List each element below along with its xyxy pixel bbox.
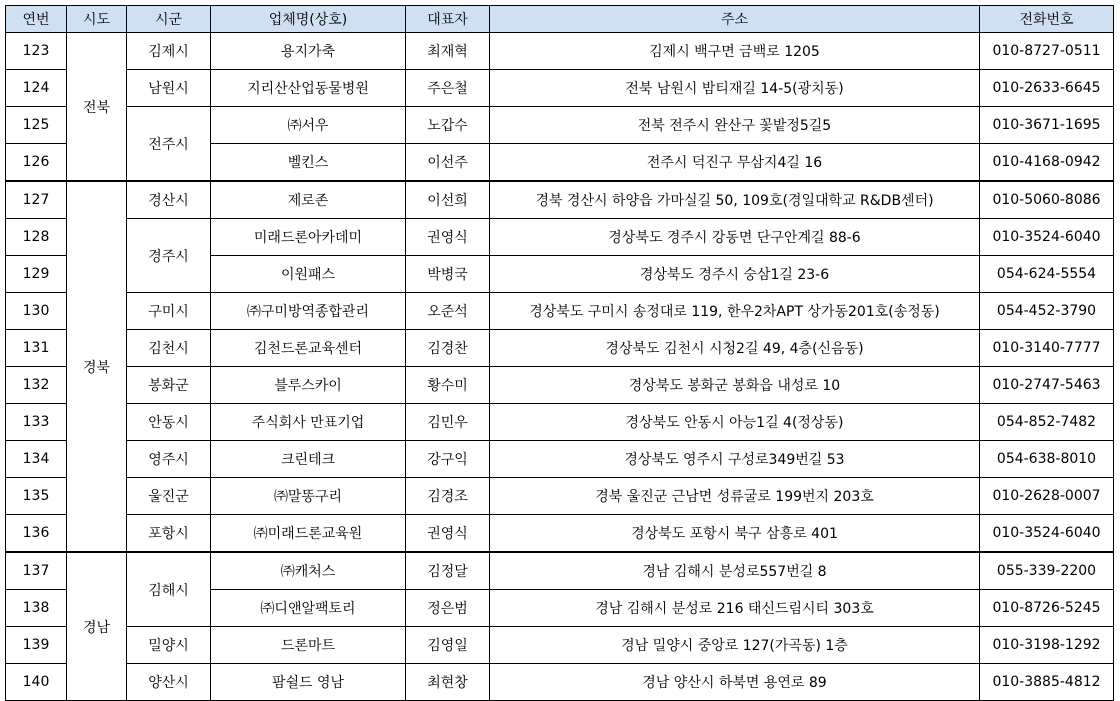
cell-ceo: 김영일: [406, 627, 490, 664]
header-phone: 전화번호: [980, 6, 1114, 33]
cell-phone: 010-3885-4812: [980, 664, 1114, 701]
cell-company-name: ㈜캐처스: [211, 552, 406, 590]
table-row: [6, 404, 1114, 441]
cell-phone: 010-8726-5245: [980, 590, 1114, 627]
cell-sigun: 경주시: [127, 219, 211, 293]
cell-phone: 054-452-3790: [980, 293, 1114, 330]
cell-address: 전북 전주시 완산구 꽃밭정5길5: [490, 107, 980, 144]
cell-no: 123: [6, 33, 67, 70]
table-row: [6, 293, 1114, 330]
table-row: [6, 330, 1114, 367]
cell-sigun: 양산시: [127, 664, 211, 701]
cell-company-name: 벨킨스: [211, 144, 406, 182]
cell-company-name: 지리산산업동물병원: [211, 70, 406, 107]
cell-address: 경상북도 구미시 송정대로 119, 한우2차APT 상가동201호(송정동): [490, 293, 980, 330]
cell-company-name: 크린테크: [211, 441, 406, 478]
cell-ceo: 최현창: [406, 664, 490, 701]
cell-ceo: 김경찬: [406, 330, 490, 367]
cell-phone: 010-4168-0942: [980, 144, 1114, 182]
cell-sigun: 김천시: [127, 330, 211, 367]
cell-no: 125: [6, 107, 67, 144]
table-row: [6, 70, 1114, 107]
header-address: 주소: [490, 6, 980, 33]
cell-company-name: 용지가축: [211, 33, 406, 70]
cell-ceo: 주은철: [406, 70, 490, 107]
cell-no: 131: [6, 330, 67, 367]
cell-no: 132: [6, 367, 67, 404]
table-header-row: [6, 6, 1114, 33]
cell-ceo: 이선주: [406, 144, 490, 182]
table-row: [6, 478, 1114, 515]
cell-address: 경북 경산시 하양읍 가마실길 50, 109호(경일대학교 R&DB센터): [490, 181, 980, 219]
cell-no: 138: [6, 590, 67, 627]
cell-no: 127: [6, 181, 67, 219]
cell-ceo: 김경조: [406, 478, 490, 515]
cell-address: 경상북도 김천시 시청2길 49, 4층(신음동): [490, 330, 980, 367]
cell-sigun: 안동시: [127, 404, 211, 441]
cell-address: 경상북도 경주시 강동면 단구안계길 88-6: [490, 219, 980, 256]
cell-address: 경남 김해시 분성로557번길 8: [490, 552, 980, 590]
table-row: [6, 627, 1114, 664]
cell-address: 경북 울진군 근남면 성류굴로 199번지 203호: [490, 478, 980, 515]
cell-address: 경상북도 봉화군 봉화읍 내성로 10: [490, 367, 980, 404]
header-ceo: 대표자: [406, 6, 490, 33]
cell-ceo: 오준석: [406, 293, 490, 330]
company-table: [5, 5, 1114, 701]
cell-no: 135: [6, 478, 67, 515]
cell-no: 129: [6, 256, 67, 293]
cell-company-name: ㈜구미방역종합관리: [211, 293, 406, 330]
cell-sigun: 전주시: [127, 107, 211, 182]
cell-company-name: 미래드론아카데미: [211, 219, 406, 256]
cell-ceo: 권영식: [406, 515, 490, 553]
table-row: [6, 515, 1114, 553]
cell-address: 경상북도 포항시 북구 삼흥로 401: [490, 515, 980, 553]
cell-phone: 054-638-8010: [980, 441, 1114, 478]
cell-no: 128: [6, 219, 67, 256]
cell-ceo: 강구익: [406, 441, 490, 478]
table-row: [6, 441, 1114, 478]
cell-ceo: 노갑수: [406, 107, 490, 144]
cell-sigun: 포항시: [127, 515, 211, 553]
table-row: [6, 107, 1114, 144]
cell-sido: 경남: [67, 552, 127, 701]
table-row: [6, 552, 1114, 590]
cell-company-name: ㈜말똥구리: [211, 478, 406, 515]
cell-address: 경남 양산시 하북면 용연로 89: [490, 664, 980, 701]
cell-sigun: 김제시: [127, 33, 211, 70]
cell-address: 전주시 덕진구 무삼지4길 16: [490, 144, 980, 182]
cell-company-name: 주식회사 만표기업: [211, 404, 406, 441]
cell-address: 경남 김해시 분성로 216 태신드림시티 303호: [490, 590, 980, 627]
cell-no: 124: [6, 70, 67, 107]
cell-sigun: 구미시: [127, 293, 211, 330]
cell-phone: 010-2628-0007: [980, 478, 1114, 515]
cell-phone: 054-852-7482: [980, 404, 1114, 441]
cell-ceo: 최재혁: [406, 33, 490, 70]
cell-ceo: 김정달: [406, 552, 490, 590]
table-row: [6, 367, 1114, 404]
cell-company-name: 블루스카이: [211, 367, 406, 404]
cell-phone: 010-3671-1695: [980, 107, 1114, 144]
cell-address: 경상북도 경주시 숭삼1길 23-6: [490, 256, 980, 293]
cell-phone: 010-3140-7777: [980, 330, 1114, 367]
table-row: [6, 181, 1114, 219]
cell-ceo: 정은범: [406, 590, 490, 627]
cell-address: 경상북도 안동시 아능1길 4(정상동): [490, 404, 980, 441]
cell-no: 133: [6, 404, 67, 441]
cell-company-name: 팜쉴드 영남: [211, 664, 406, 701]
cell-no: 130: [6, 293, 67, 330]
table-row: [6, 664, 1114, 701]
cell-ceo: 황수미: [406, 367, 490, 404]
cell-sigun: 영주시: [127, 441, 211, 478]
cell-phone: 010-5060-8086: [980, 181, 1114, 219]
cell-phone: 010-3524-6040: [980, 515, 1114, 553]
header-sido: 시도: [67, 6, 127, 33]
cell-company-name: 이원패스: [211, 256, 406, 293]
cell-address: 김제시 백구면 금백로 1205: [490, 33, 980, 70]
table-row: [6, 33, 1114, 70]
header-sigun: 시군: [127, 6, 211, 33]
header-no: 연번: [6, 6, 67, 33]
cell-sigun: 울진군: [127, 478, 211, 515]
cell-phone: 010-3524-6040: [980, 219, 1114, 256]
cell-address: 경남 밀양시 중앙로 127(가곡동) 1층: [490, 627, 980, 664]
cell-no: 137: [6, 552, 67, 590]
cell-ceo: 권영식: [406, 219, 490, 256]
table-body: [6, 33, 1114, 701]
cell-company-name: ㈜서우: [211, 107, 406, 144]
cell-no: 136: [6, 515, 67, 553]
cell-phone: 010-2747-5463: [980, 367, 1114, 404]
cell-sigun: 남원시: [127, 70, 211, 107]
cell-company-name: ㈜디앤알팩토리: [211, 590, 406, 627]
cell-sido: 경북: [67, 181, 127, 552]
cell-phone: 010-3198-1292: [980, 627, 1114, 664]
cell-sigun: 경산시: [127, 181, 211, 219]
cell-no: 140: [6, 664, 67, 701]
cell-phone: 054-624-5554: [980, 256, 1114, 293]
cell-company-name: 김천드론교육센터: [211, 330, 406, 367]
cell-address: 경상북도 영주시 구성로349번길 53: [490, 441, 980, 478]
cell-sigun: 밀양시: [127, 627, 211, 664]
cell-address: 전북 남원시 밤티재길 14-5(광치동): [490, 70, 980, 107]
cell-sido: 전북: [67, 33, 127, 182]
cell-no: 134: [6, 441, 67, 478]
header-company-name: 업체명(상호): [211, 6, 406, 33]
cell-sigun: 봉화군: [127, 367, 211, 404]
cell-phone: 055-339-2200: [980, 552, 1114, 590]
cell-no: 139: [6, 627, 67, 664]
cell-sigun: 김해시: [127, 552, 211, 627]
cell-ceo: 김민우: [406, 404, 490, 441]
cell-phone: 010-8727-0511: [980, 33, 1114, 70]
cell-company-name: 제로존: [211, 181, 406, 219]
cell-phone: 010-2633-6645: [980, 70, 1114, 107]
cell-no: 126: [6, 144, 67, 182]
table-row: [6, 219, 1114, 256]
cell-ceo: 이선희: [406, 181, 490, 219]
cell-company-name: ㈜미래드론교육원: [211, 515, 406, 553]
cell-company-name: 드론마트: [211, 627, 406, 664]
cell-ceo: 박병국: [406, 256, 490, 293]
